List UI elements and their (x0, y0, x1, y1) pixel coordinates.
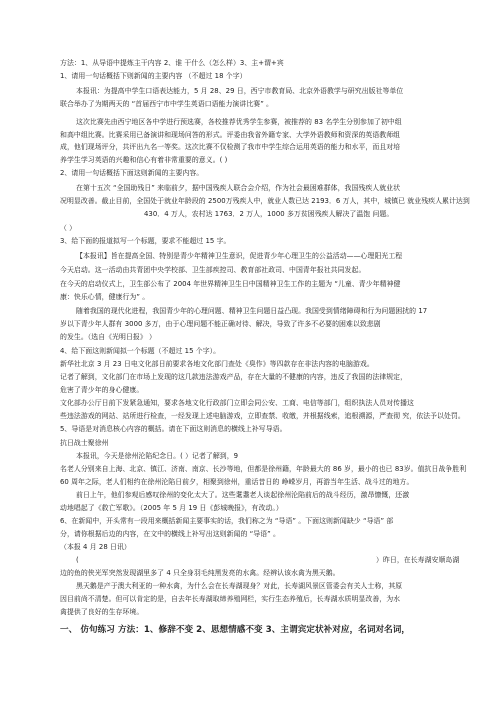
text-line: 和高中组比赛。比赛采用已备演讲和现场问答的形式。评委由我省外籍专家、大学外语教师和资深的英语教师组 (60, 131, 401, 139)
text-line: 动地唱起了《救亡军歌》。（2005 年 5 月 19 日《彭城晚报》，有改动。） (60, 504, 283, 512)
text-line: 康：快乐心情，健康行为” 。 (60, 293, 150, 301)
text-line: 本报讯，今天是徐州沦陷纪念日。( ）记者了解到，9 (76, 452, 239, 460)
text-line: 5、导语是对消息核心内容的概括。请在下面这则消息的横线上补写导语。 (60, 425, 287, 433)
text-line: 在第十五次 “全国助残日” 来临前夕，据中国残疾人联合会介绍，作为社会最困难群体，我国残疾人就业状 (76, 184, 401, 192)
text-line: 些违法游戏的网站、站所进行检查，一经发现上述电脑游戏，立即查禁、收缴，并根据线索，追根溯源，严查彻 究，依法予以处罚。 (60, 412, 465, 420)
text-line: 4、给下面这则新闻拟一个标题（不超过 15 个字）。 (60, 347, 221, 355)
text-line: 新华社北京 3 月 23 日电文化部日前要求各地文化部门查处《臭作》等四款存在非法内容的电脑游戏。 (60, 360, 374, 368)
section-heading-imitation: 一、 仿句练习 方法：1、修辞不变 2、思想情感不变 3、主谓宾定状补对应，名词对名词， (60, 625, 411, 635)
text-line: 60 周年之际，老人们相约在徐州沦陷日前夕，相聚到徐州，重话昔日的 峥嵘岁月，再游当年生活、战斗过的地方。 (60, 478, 414, 486)
text-line: 抗日战士聚徐州 (60, 439, 109, 447)
text-line: 禽提供了良好的生存环境。 (60, 608, 144, 616)
text-line: ( (76, 556, 79, 564)
text-line: 方法：1、从导语中提炼主干内容 2、谁 干什么（怎么样）3、主+谓+宾 (60, 59, 284, 67)
text-line: 成，他们现场评分，共评出九名一等奖。这次比赛不仅检测了我市中学生综合运用英语的能力和水平，而且对培 (60, 143, 401, 151)
text-line: 6、在新闻中，开头常有一段用来概括新闻主要事实的话，我们称之为 “导语” 。下面这则新闻缺少 “导语” 部 (60, 517, 394, 525)
text-line: （ ） (60, 224, 77, 232)
text-line: 因目前尚不清楚。但可以肯定的是，自去年长寿湖取缔养殖网栏，实行生态养殖后，长寿湖水质明显改善，为水 (60, 595, 401, 603)
text-line: 危害了青少年的身心健康。 (60, 386, 144, 394)
text-line: 430．4 万人，农村达 1763．2 万人，1000 多万贫困残疾人解决了温饱 问题。 (144, 210, 394, 218)
text-line: 况明显改善。截止目前，全国处于就业年龄段的 2500万残疾人中，就业人数已达 2193．6 万人，其中，城镇已 就业残疾人累计达到 (60, 197, 470, 205)
text-line: （本报 4 月 28 日讯） (60, 543, 131, 551)
text-line: 岁以下青少年人群有 3000 多万，由于心理问题不能正确对待、解决，导致了许多不必要的困难以致悲剧 (60, 320, 381, 328)
text-line: 的发生。（选自《光明日报》 ） (60, 333, 156, 341)
text-line: 【本报讯】旨在提高全国、特别是青少年精神卫生意识，促进青少年心理卫生的公益活动——心理阳光工程 (76, 252, 403, 260)
text-line: 2、请用一句话概括下面这则新闻的主要内容。 (60, 169, 204, 177)
text-line: 1、请用一句话概括下则新闻的主要内容 （不超过 18 个字） (60, 72, 247, 80)
text-line: ）昨日，在长寿湖安顺岛湖 (376, 556, 460, 564)
text-line: 在今天的启动仪式上，卫生部公布了 2004 年世界精神卫生日中国精神卫生工作的主题为 “儿童、青少年精神健 (60, 280, 401, 288)
text-line: 本报讯：为提高中学生口语表达能力，5 月 28、29 日，西宁市教育局、北京外语教学与研究出版社等单位 (76, 87, 404, 95)
text-line: 养学生学习英语的兴趣和信心有着非常重要的意义。( ) (60, 156, 228, 164)
text-line: 前日上午，他们参观后感叹徐州的变化太大了。这些耄耋老人谈起徐州沦陷前后的战斗经历，激昂慷慨，还激 (76, 491, 410, 499)
text-line: 黑天鹅是产于澳大利亚的一种水禽，为什么会在长寿湖现身？对此，长寿湖风景区管委会有关人士称，其原 (76, 582, 403, 590)
text-line: 记者了解到，文化部门在市场上发现的这几款违法游戏产品，存在大量的不健康的内容，违反了我国的法律规定， (60, 373, 408, 381)
text-line: 今天启动。这一活动由共青团中央学校部、卫生部疾控司、教育部社政司、中国青年报社共同发起。 (60, 266, 366, 274)
text-line: 分，请你根据后边的内容，在文中的横线上补写出这则新闻的 “导语” 。 (60, 530, 280, 538)
text-line: 名老人分别来自上海、北京、镇江、济南、南京、长沙等地，但都是徐州籍，年龄最大的 86 岁，最小的也已 83岁。值抗日战争胜利 (60, 465, 467, 473)
text-line: 联合举办了为期两天的 “首届西宁市中学生英语口语能力演讲比赛” 。 (60, 100, 273, 108)
text-line: 边的鱼的侠光军突然发现湖里多了 4 只全身羽毛纯黑发亮的水禽。经辨认该水禽为黑天鹅。 (60, 569, 340, 577)
text-line: 这次比赛先由西宁地区各中学进行预选赛，各校推荐优秀学生参赛，被推荐的 83 名学生分别参加了初中组 (76, 118, 402, 126)
text-line: 文化部办公厅日前下发紧急通知，要求各地文化行政部门立即会同公安、工商、电信等部门，组织执法人员对传播这 (60, 399, 414, 407)
text-line: 随着我国的现代化进程，我国青少年的心理问题、精神卫生问题日益凸现。我国受到情绪障碍和行为问题困扰的 17 (76, 307, 428, 315)
text-line: 3、给下面的报道拟写一个标题，要求不能超过 15 字。 (60, 237, 231, 245)
